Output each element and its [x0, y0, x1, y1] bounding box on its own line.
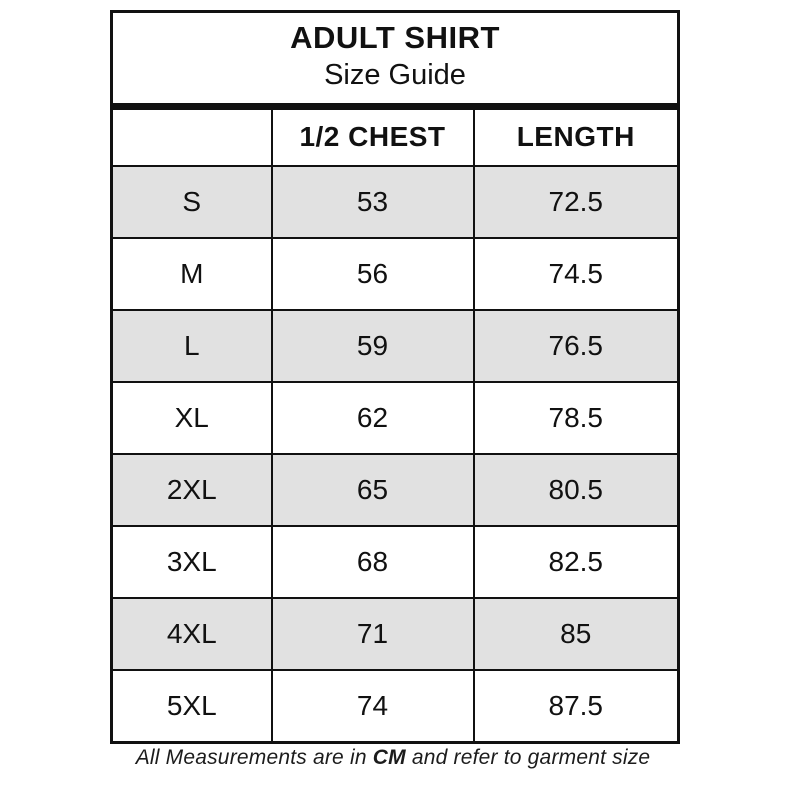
table-row — [112, 454, 679, 526]
cell-length: 80.5 — [474, 454, 679, 526]
table-title: ADULT SHIRT — [290, 20, 500, 55]
cell-chest: 68 — [272, 526, 474, 598]
cell-size: M — [112, 238, 272, 310]
cell-length: 85 — [474, 598, 679, 670]
cell-length: 87.5 — [474, 670, 679, 742]
table-row — [112, 598, 679, 670]
size-guide-table — [110, 10, 680, 744]
cell-size: 5XL — [112, 670, 272, 742]
table-row — [112, 526, 679, 598]
cell-size: 3XL — [112, 526, 272, 598]
cell-chest: 62 — [272, 382, 474, 454]
cell-size: XL — [112, 382, 272, 454]
table-row — [112, 310, 679, 382]
table-title-cell — [112, 12, 679, 107]
cell-length: 72.5 — [474, 166, 679, 238]
title-row — [112, 12, 679, 107]
cell-size: 4XL — [112, 598, 272, 670]
size-table-body — [112, 166, 679, 742]
cell-chest: 74 — [272, 670, 474, 742]
cell-length: 76.5 — [474, 310, 679, 382]
cell-length: 74.5 — [474, 238, 679, 310]
cell-chest: 65 — [272, 454, 474, 526]
table-row — [112, 382, 679, 454]
cell-chest: 71 — [272, 598, 474, 670]
table-subtitle: Size Guide — [324, 58, 466, 91]
cell-chest: 56 — [272, 238, 474, 310]
footnote-prefix: All Measurements are in — [135, 746, 373, 769]
table-row — [112, 238, 679, 310]
footnote-suffix: and refer to garment size — [405, 746, 651, 769]
cell-chest: 59 — [272, 310, 474, 382]
cell-length: 78.5 — [474, 382, 679, 454]
table-row — [112, 670, 679, 742]
cell-size: 2XL — [112, 454, 272, 526]
measurement-footnote — [0, 746, 786, 770]
cell-chest: 53 — [272, 166, 474, 238]
column-header-length: LENGTH — [474, 106, 679, 166]
column-header-size — [112, 106, 272, 166]
column-header-chest: 1/2 CHEST — [272, 106, 474, 166]
table-row — [112, 166, 679, 238]
footnote-unit: CM — [372, 746, 406, 769]
cell-size: L — [112, 310, 272, 382]
column-header-row — [112, 106, 679, 166]
cell-size: S — [112, 166, 272, 238]
cell-length: 82.5 — [474, 526, 679, 598]
